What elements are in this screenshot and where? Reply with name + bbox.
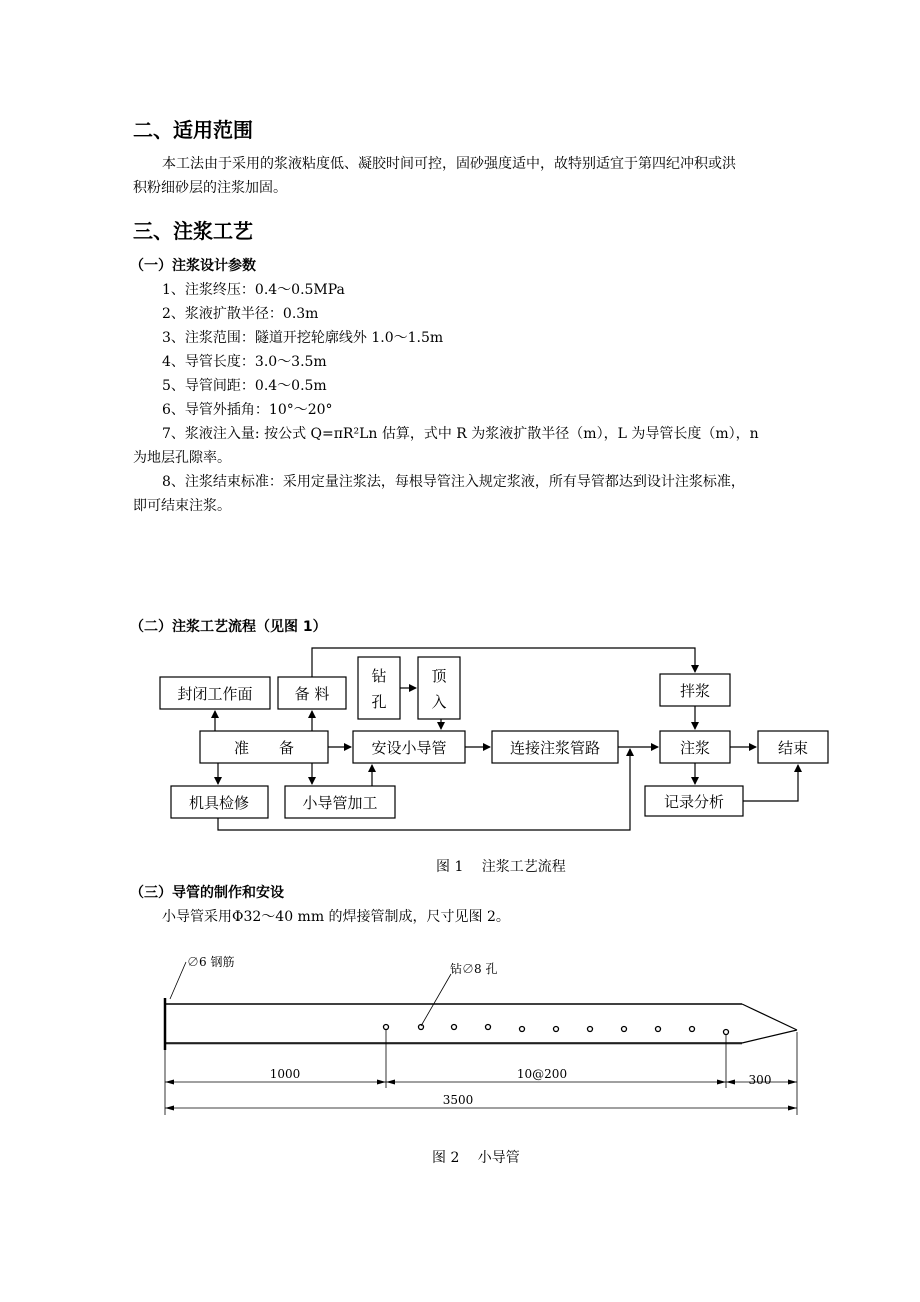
param-item-8-line1: 8、注浆结束标准：采用定量注浆法，每根导管注入规定浆液，所有导管都达到设计注浆标准， [162, 474, 745, 490]
param-item: 3、注浆范围：隧道开挖轮廓线外 1.0～1.5m [162, 330, 444, 346]
figure-1-caption: 图 1 注浆工艺流程 [436, 859, 566, 875]
flow-drill-label-a: 钻 [371, 667, 387, 685]
param-item: 6、导管外插角：10°～20° [162, 402, 333, 418]
dim-left-label: 1000 [269, 1067, 301, 1081]
flow-machine-label: 机具检修 [188, 794, 250, 812]
sub2-heading: （二）注浆工艺流程（见图 1） [130, 619, 327, 635]
flow-end-label: 结束 [777, 739, 809, 757]
section-3-heading: 三、注浆工艺 [133, 219, 253, 243]
section-2-para-line2: 积粉细砂层的注浆加固。 [133, 180, 287, 196]
flow-fabricate-label: 小导管加工 [302, 794, 378, 812]
dim-total-label: 3500 [442, 1093, 474, 1107]
hole-label: 钻∅8 孔 [450, 962, 498, 976]
sub3-heading: （三）导管的制作和安设 [130, 885, 284, 901]
param-item: 1、注浆终压：0.4～0.5MPa [162, 282, 345, 298]
flow-seal-label: 封闭工作面 [177, 685, 253, 703]
param-item-7-line2: 为地层孔隙率。 [133, 450, 231, 466]
param-item: 4、导管长度：3.0～3.5m [162, 354, 327, 370]
section-2-heading: 二、适用范围 [133, 118, 253, 142]
dim-right-label: 300 [748, 1073, 772, 1087]
sub1-heading: （一）注浆设计参数 [130, 258, 256, 274]
flow-install-label: 安设小导管 [371, 739, 447, 757]
sub3-para: 小导管采用Φ32～40 mm 的焊接管制成，尺寸见图 2。 [162, 909, 510, 925]
param-item: 5、导管间距：0.4～0.5m [162, 378, 327, 394]
param-item-8-line2: 即可结束注浆。 [133, 498, 231, 514]
flow-push-label-a: 顶 [431, 667, 447, 685]
figure-2-caption: 图 2 小导管 [432, 1150, 520, 1166]
dim-mid-label: 10@200 [516, 1067, 568, 1081]
section-2-para-line1: 本工法由于采用的浆液粘度低、凝胶时间可控，固砂强度适中，故特别适宜于第四纪冲积或洪 [162, 156, 736, 172]
param-item: 2、浆液扩散半径：0.3m [162, 306, 319, 322]
rebar-label: ∅6 钢筋 [187, 955, 235, 969]
flow-connect-label: 连接注浆管路 [509, 739, 601, 757]
pipe-drawing [165, 962, 797, 1115]
flow-prepare-label: 准 备 [233, 739, 295, 757]
flow-material-label: 备 料 [294, 685, 330, 703]
flow-drill-label-b: 孔 [371, 693, 387, 711]
flow-mix-label: 拌浆 [679, 682, 711, 700]
flow-push-label-b: 入 [431, 693, 447, 711]
flow-grout-label: 注浆 [679, 739, 711, 757]
param-item-7-line1: 7、浆液注入量: 按公式 Q=πR²Ln 估算，式中 R 为浆液扩散半径（m），L 为导管长度（m），n [162, 426, 759, 442]
flow-record-label: 记录分析 [663, 793, 725, 811]
